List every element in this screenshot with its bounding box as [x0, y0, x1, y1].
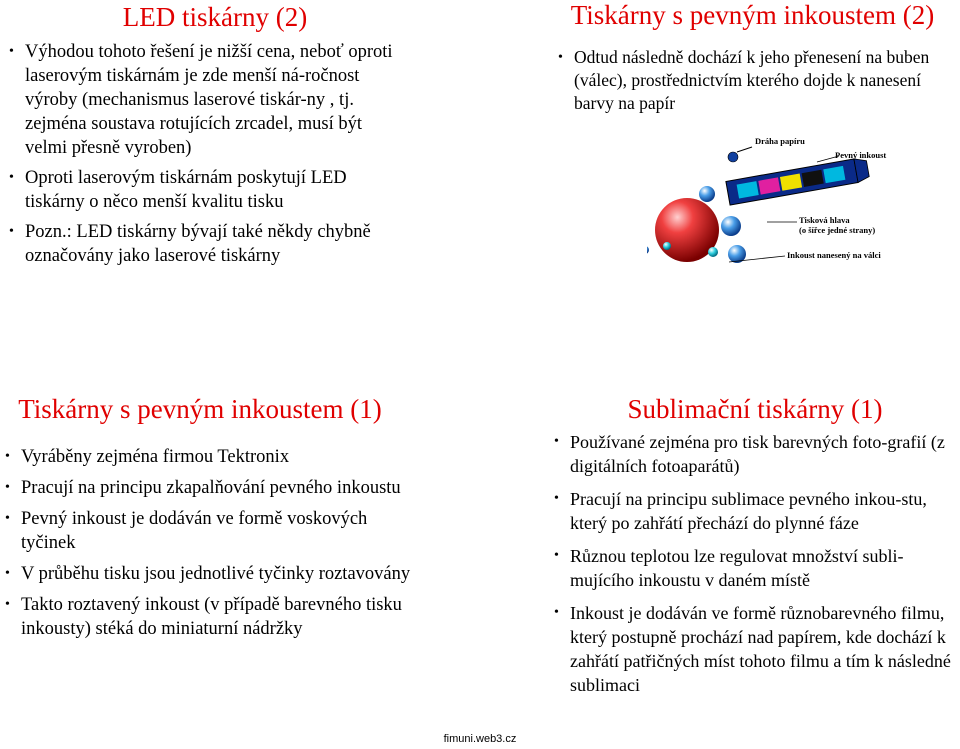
slide-led-printers-2	[0, 0, 480, 330]
slide-title: LED tiskárny (2)	[122, 2, 308, 32]
ink-drop-icon	[699, 186, 715, 202]
bullet-item: • Výhodou tohoto řešení je nižší cena, neboť oproti laserovým tiskárnám je zde menší ná-ročnost výroby (mechanismus laserové tiskár-ny , tj. zejména soustava rotujících zrcadel, musí být velmi přesně vyroben)	[9, 42, 393, 158]
bullet-item: • Odtud následně dochází k jeho přenesení na buben (válec), prostřednictvím kterého dojde k nanesení barvy na papír	[558, 47, 930, 113]
bullet-item: • Pracují na principu sublimace pevného inkou-stu, který po zahřátí přechází do plynné fáze	[554, 489, 927, 533]
bullet-dot-icon: •	[5, 597, 10, 612]
bullet-dot-icon: •	[558, 50, 563, 65]
bullet-item: • Takto roztavený inkoust (v případě barevného tisku inkousty) stéká do miniaturní nádržky	[5, 595, 402, 639]
slide-title: Tiskárny s pevným inkoustem (2)	[570, 0, 935, 30]
bullet-dot-icon: •	[9, 170, 14, 185]
bullet-item: • Pevný inkoust je dodáván ve formě voskových tyčinek	[5, 509, 368, 553]
bullet-item: • V průběhu tisku jsou jednotlivé tyčinky roztavovány	[5, 564, 411, 584]
bullet-item: • Pracují na principu zkapalňování pevného inkoustu	[5, 478, 401, 498]
bullet-dot-icon: •	[9, 44, 14, 59]
bullet-item: • Různou teplotou lze regulovat množství subli-mujícího inkoustu v daném místě	[554, 546, 904, 590]
label-paper-path: Dráha papíru	[755, 136, 805, 146]
label-ink-on-drum: Inkoust nanesený na válci	[787, 250, 881, 260]
ink-drop-icon	[708, 247, 718, 257]
bullet-dot-icon: •	[5, 480, 10, 495]
ink-drop-icon	[647, 246, 649, 254]
bullet-list	[8, 40, 408, 274]
slide-solid-ink-1	[0, 388, 440, 728]
bullet-dot-icon: •	[554, 548, 559, 563]
bullet-dot-icon: •	[5, 511, 10, 526]
bullet-dot-icon: •	[554, 434, 559, 449]
bullet-item: • Pozn.: LED tiskárny bývají také někdy chybně označovány jako laserové tiskárny	[9, 222, 371, 266]
slide-title: Tiskárny s pevným inkoustem (1)	[18, 394, 382, 424]
slide-solid-ink-2	[545, 0, 960, 330]
bullet-dot-icon: •	[9, 224, 14, 239]
bullet-item: • Používané zejména pro tisk barevných foto-grafií (z digitálních fotoaparátů)	[554, 432, 945, 476]
bullet-list	[4, 445, 424, 648]
footer-source: fimuni.web3.cz	[443, 733, 517, 745]
slide-title: Sublimační tiskárny (1)	[627, 394, 883, 424]
bullet-list	[553, 430, 958, 706]
bullet-item: • Inkoust je dodáván ve formě různobarevného filmu, který postupně prochází nad papírem, kde dochází k zahřátí patřičných míst tohoto filmu a tím k následné sublimaci	[554, 603, 951, 695]
bullet-item: • Vyráběny zejména firmou Tektronix	[5, 447, 290, 467]
gear-icon	[728, 152, 738, 162]
bullet-dot-icon: •	[554, 491, 559, 506]
label-print-head-width: (o šířce jedné strany)	[799, 225, 876, 235]
bullet-list	[557, 46, 952, 121]
bullet-dot-icon: •	[5, 566, 10, 581]
ink-drop-icon	[663, 242, 671, 250]
bullet-item: • Oproti laserovým tiskárnám poskytují LED tiskárny o něco menší kvalitu tisku	[9, 168, 347, 212]
solid-ink-stick	[726, 157, 870, 205]
solid-ink-printer-diagram	[647, 122, 947, 322]
ink-drop-icon	[721, 216, 741, 236]
label-print-head: Tisková hlava	[799, 215, 850, 225]
slide-sublimation-1	[545, 388, 960, 728]
bullet-dot-icon: •	[5, 449, 10, 464]
bullet-dot-icon: •	[554, 605, 559, 620]
label-solid-ink: Pevný inkoust	[835, 150, 887, 160]
